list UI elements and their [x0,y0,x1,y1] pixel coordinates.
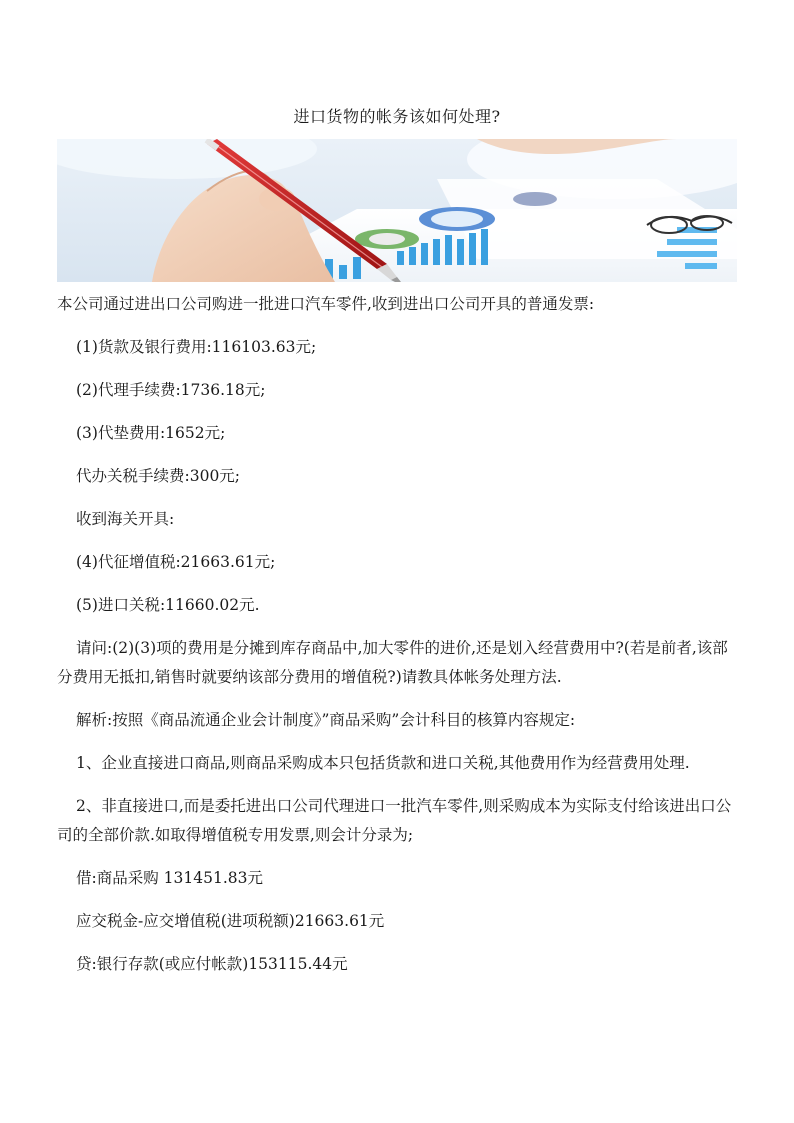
paragraph-question: 请问:(2)(3)项的费用是分摊到库存商品中,加大零件的进价,还是划入经营费用中?(若是前者,该部分费用无抵扣,销售时就要纳该部分费用的增值税?)请教具体帐务处理方法. [57,639,728,686]
paragraph-rule-1: 1、企业直接进口商品,则商品采购成本只包括货款和进口关税,其他费用作为经营费用处理. [76,754,690,772]
banner-image [57,139,737,282]
page-title: 进口货物的帐务该如何处理? [293,107,501,126]
paragraph-intro: 本公司通过进出口公司购进一批进口汽车零件,收到进出口公司开具的普通发票: [57,295,595,313]
paragraph-credit: 贷:银行存款(或应付帐款)153115.44元 [76,955,348,973]
paragraph-item-4: (4)代征增值税:21663.61元; [76,553,276,571]
paragraph-debit: 借:商品采购 131451.83元 [76,869,263,887]
paragraph-analysis: 解析:按照《商品流通企业会计制度》”商品采购”会计科目的核算内容规定: [76,711,576,729]
paragraph-customs-received: 收到海关开具: [76,510,175,528]
paragraph-item-1: (1)货款及银行费用:116103.63元; [76,338,317,356]
paragraph-rule-2: 2、非直接进口,而是委托进出口公司代理进口一批汽车零件,则采购成本为实际支付给该进出口公司的全部价款.如取得增值税专用发票,则会计分录为; [57,797,732,844]
paragraph-item-2: (2)代理手续费:1736.18元; [76,381,266,399]
paragraph-vat: 应交税金-应交增值税(进项税额)21663.61元 [76,912,385,930]
paragraph-item-3: (3)代垫费用:1652元; [76,424,226,442]
article-body [57,290,737,993]
paragraph-customs-fee: 代办关税手续费:300元; [76,467,241,485]
paragraph-item-5: (5)进口关税:11660.02元. [76,596,260,614]
